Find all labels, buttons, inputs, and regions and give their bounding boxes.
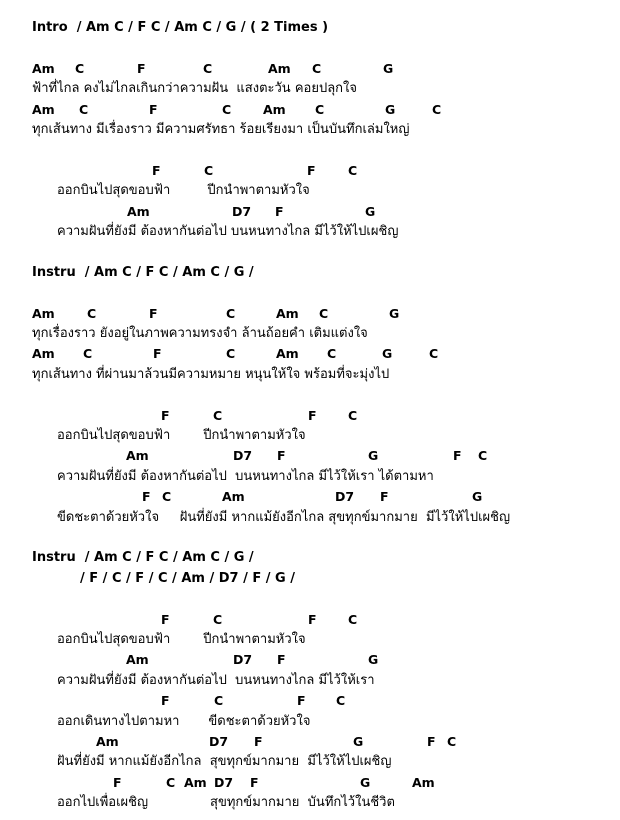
chord: Am: [32, 101, 55, 117]
chord: F: [277, 652, 286, 668]
lyric-line: ออกบินไปสุดขอบฟ้า ปีกนำพาตามหัวใจ: [57, 428, 306, 443]
chord-line: [0, 60, 620, 78]
chord: D7: [335, 489, 355, 505]
chord-line: [0, 488, 620, 506]
chord: Am: [32, 346, 55, 362]
chord: C: [432, 101, 442, 117]
chord: Am: [32, 305, 55, 321]
chord: G: [382, 346, 393, 362]
chord: D7: [214, 774, 234, 790]
chord: F: [380, 489, 389, 505]
lyric-line: ทุกเส้นทาง มีเรื่องราว มีความศรัทธา ร้อยเรียงมา เป็นบันทึกเล่มใหญ่: [32, 122, 410, 137]
chord: G: [365, 203, 376, 219]
section-header: / F / C / F / C / Am / D7 / F / G /: [80, 570, 295, 586]
lyric-line: ออกบินไปสุดขอบฟ้า ปีกนำพาตามหัวใจ: [57, 632, 306, 647]
chord: C: [226, 305, 236, 321]
chord: G: [472, 489, 483, 505]
chord: D7: [233, 652, 253, 668]
chord: Am: [263, 101, 286, 117]
chord: Am: [127, 203, 150, 219]
chord: F: [277, 448, 286, 464]
chord-line: [0, 447, 620, 465]
chord: G: [383, 60, 394, 76]
chord: F: [152, 162, 161, 178]
chord: C: [478, 448, 488, 464]
chord: C: [348, 611, 358, 627]
chord-line: [0, 203, 620, 221]
chord: Am: [276, 346, 299, 362]
lyric-line: ขีดชะตาด้วยหัวใจ ฝันที่ยังมี หากแม้ยังอีกไกล สุขทุกข์มากมาย มีไว้ให้ไปเผชิญ: [57, 509, 511, 525]
chord: C: [204, 162, 214, 178]
section-header: Intro / Am C / F C / Am C / G / ( 2 Times ): [32, 20, 329, 35]
lyric-line: ออกไปเพื่อเผชิญ สุขทุกข์มากมาย บันทึกไว้ในชีวิต: [57, 795, 395, 811]
chord: C: [226, 346, 236, 362]
chord: F: [297, 693, 306, 709]
chord: G: [385, 101, 396, 117]
chord: C: [327, 346, 337, 362]
chord: C: [166, 774, 176, 790]
chord: C: [315, 101, 325, 117]
chord: C: [336, 693, 346, 709]
chord: F: [153, 346, 162, 362]
chord: F: [453, 448, 462, 464]
chord: C: [222, 101, 232, 117]
chord: F: [275, 203, 284, 219]
chord: C: [213, 611, 223, 627]
chord-line: [0, 101, 620, 119]
chord: G: [389, 305, 400, 321]
chord: F: [308, 611, 317, 627]
chord: G: [353, 734, 364, 749]
lyric-line: ทุกเส้นทาง ที่ผ่านมาล้วนมีความหมาย หนุนให้ใจ พร้อมที่จะมุ่งไป: [32, 366, 390, 382]
section-header: Instru / Am C / F C / Am C / G /: [32, 550, 254, 566]
chord: C: [79, 101, 89, 117]
chord: Am: [276, 305, 299, 321]
chord: G: [368, 448, 379, 464]
chord: C: [447, 734, 457, 749]
chord-line: [0, 774, 620, 792]
chord: Am: [268, 60, 291, 76]
lyric-line: ออกเดินทางไปตามหา ขีดชะตาด้วยหัวใจ: [57, 713, 311, 729]
chord: C: [348, 407, 358, 423]
chord: Am: [184, 774, 207, 790]
lyric-line: ออกบินไปสุดขอบฟ้า ปีกนำพาตามหัวใจ: [57, 183, 310, 199]
chord: F: [307, 162, 316, 178]
lyric-line: ฟ้าที่ไกล คงไม่ไกลเกินกว่าความฝัน แสงตะวัน คอยปลุกใจ: [32, 81, 357, 97]
chord-line: [0, 692, 620, 710]
chord-line: [0, 611, 620, 629]
lyric-line: ฝันที่ยังมี หากแม้ยังอีกไกล สุขทุกข์มากมาย มีไว้ให้ไปเผชิญ: [57, 754, 392, 770]
chord: C: [312, 60, 322, 76]
chord-line: [0, 162, 620, 180]
chord: G: [360, 774, 371, 790]
lyric-line: ความฝันที่ยังมี ต้องหากันต่อไป บนหนทางไกล มีไว้ให้เรา: [57, 672, 375, 688]
chord: C: [203, 60, 213, 76]
chord: F: [161, 693, 170, 709]
chord: D7: [209, 734, 229, 749]
chord-line: [0, 345, 620, 363]
chord: C: [162, 489, 172, 505]
chord: D7: [233, 448, 253, 464]
chord: F: [161, 407, 170, 423]
chord-line: [0, 651, 620, 669]
chord: Am: [412, 774, 435, 790]
chord: Am: [96, 734, 119, 749]
chord: F: [427, 734, 436, 749]
chord-line: [0, 733, 620, 751]
chord: F: [142, 489, 151, 505]
chord: F: [161, 611, 170, 627]
lyric-line: ทุกเรื่องราว ยังอยู่ในภาพความทรงจำ ล้านถ้อยคำ เติมแต่งใจ: [32, 326, 368, 341]
chord: F: [149, 305, 158, 321]
chord: Am: [126, 448, 149, 464]
chord: Am: [32, 60, 55, 76]
chord: F: [149, 101, 158, 117]
chord: C: [214, 693, 224, 709]
chord: D7: [232, 203, 252, 219]
chord: C: [319, 305, 329, 321]
chord-line: [0, 305, 620, 323]
chord: C: [429, 346, 439, 362]
chord: F: [250, 774, 259, 790]
chord: C: [87, 305, 97, 321]
lyric-line: ความฝันที่ยังมี ต้องหากันต่อไป บนหนทางไกล มีไว้ให้ไปเผชิญ: [57, 224, 399, 239]
lyric-line: ความฝันที่ยังมี ต้องหากันต่อไป บนหนทางไกล มีไว้ให้เรา ได้ตามหา: [57, 468, 434, 484]
chord: G: [368, 652, 379, 668]
chord: Am: [222, 489, 245, 505]
chord: C: [348, 162, 358, 178]
chord: C: [83, 346, 93, 362]
chord: Am: [126, 652, 149, 668]
chord-line: [0, 407, 620, 425]
chord: F: [113, 774, 122, 790]
chord: F: [254, 734, 263, 749]
section-header: Instru / Am C / F C / Am C / G /: [32, 264, 254, 280]
chord: F: [137, 60, 146, 76]
chord: C: [213, 407, 223, 423]
chord: C: [75, 60, 85, 76]
chord: F: [308, 407, 317, 423]
